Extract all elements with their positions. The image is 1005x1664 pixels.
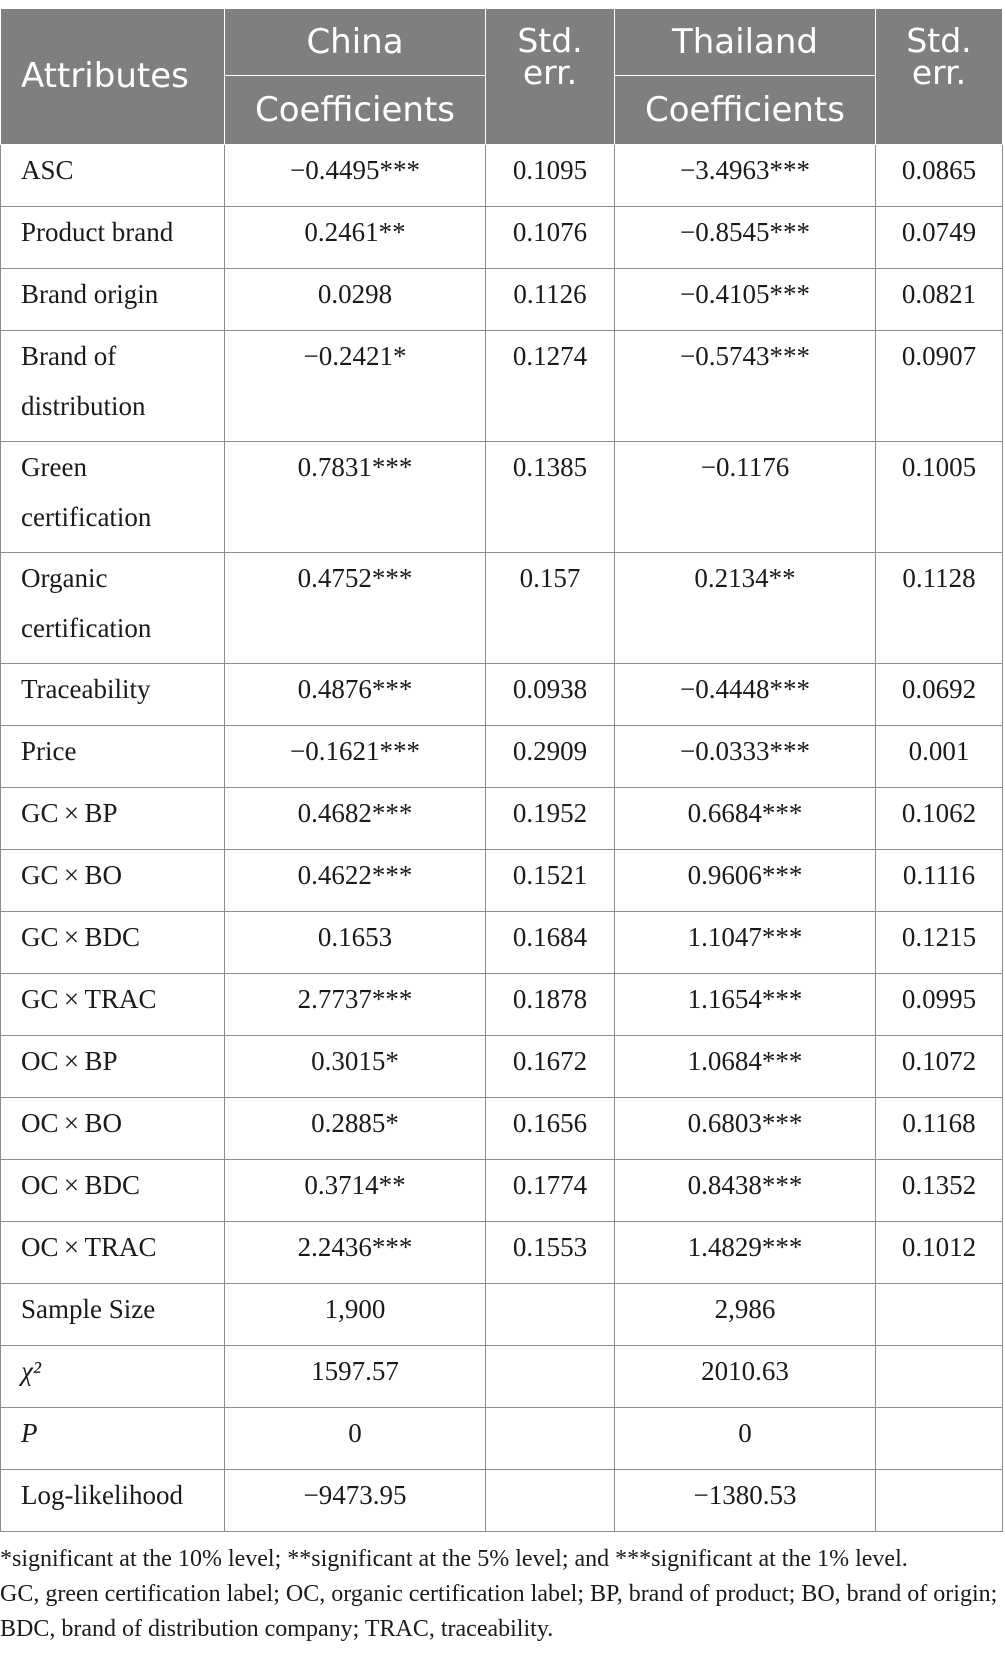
china-coefficient: 0.4622*** [225, 849, 486, 911]
table-row [1, 441, 1003, 552]
china-std-err [486, 1345, 615, 1407]
thailand-coefficient: 1.1654*** [615, 973, 876, 1035]
china-std-err [486, 1407, 615, 1469]
table-row [1, 1097, 1003, 1159]
thailand-std-err: 0.1128 [876, 552, 1003, 663]
table-row [1, 206, 1003, 268]
china-coefficient: 0.4876*** [225, 663, 486, 725]
row-label: P [1, 1407, 225, 1469]
thailand-value: −1380.53 [615, 1469, 876, 1531]
thailand-coefficient: 1.0684*** [615, 1035, 876, 1097]
footnote-abbreviations: GC, green certification label; OC, organic certification label; BP, brand of product; BO, brand of origin; BDC, brand of distribution company; TRAC, traceability. [0, 1581, 998, 1642]
footnote-significance: *significant at the 10% level; **significant at the 5% level; and ***significant at the 1% level. [0, 1546, 908, 1572]
row-label: Traceability [1, 663, 225, 725]
china-coefficient: −0.4495*** [225, 144, 486, 206]
row-label: χ² [1, 1345, 225, 1407]
thailand-std-err: 0.0749 [876, 206, 1003, 268]
thailand-coefficient: −0.1176 [615, 441, 876, 552]
china-std-err: 0.1095 [486, 144, 615, 206]
thailand-coefficient: 0.6803*** [615, 1097, 876, 1159]
china-std-err: 0.1878 [486, 973, 615, 1035]
china-std-err: 0.1952 [486, 787, 615, 849]
results-table-container [0, 8, 1002, 1532]
thailand-std-err: 0.1072 [876, 1035, 1003, 1097]
thailand-std-err: 0.0821 [876, 268, 1003, 330]
row-label: Organic certification [1, 552, 225, 663]
china-std-err [486, 1469, 615, 1531]
table-row [1, 663, 1003, 725]
row-label: ASC [1, 144, 225, 206]
table-row [1, 330, 1003, 441]
header-china: China [225, 9, 486, 76]
china-value: 1597.57 [225, 1345, 486, 1407]
table-row [1, 849, 1003, 911]
thailand-std-err: 0.0995 [876, 973, 1003, 1035]
thailand-std-err: 0.1062 [876, 787, 1003, 849]
thailand-std-err [876, 1345, 1003, 1407]
china-coefficient: 0.2885* [225, 1097, 486, 1159]
china-coefficient: 0.0298 [225, 268, 486, 330]
thailand-std-err: 0.001 [876, 725, 1003, 787]
china-std-err: 0.2909 [486, 725, 615, 787]
china-coefficient: 2.7737*** [225, 973, 486, 1035]
thailand-coefficient: −0.4448*** [615, 663, 876, 725]
china-coefficient: 2.2436*** [225, 1221, 486, 1283]
row-label: GC × TRAC [1, 973, 225, 1035]
thailand-value: 2010.63 [615, 1345, 876, 1407]
thailand-coefficient: 0.6684*** [615, 787, 876, 849]
china-std-err: 0.1521 [486, 849, 615, 911]
thailand-std-err: 0.1116 [876, 849, 1003, 911]
header-china-std-err: Std. err. [486, 9, 615, 145]
china-coefficient: 0.4682*** [225, 787, 486, 849]
thailand-coefficient: −3.4963*** [615, 144, 876, 206]
row-label: GC × BDC [1, 911, 225, 973]
table-row [1, 552, 1003, 663]
row-label: OC × BDC [1, 1159, 225, 1221]
china-std-err: 0.1672 [486, 1035, 615, 1097]
thailand-coefficient: −0.8545*** [615, 206, 876, 268]
china-std-err: 0.1656 [486, 1097, 615, 1159]
china-std-err: 0.1774 [486, 1159, 615, 1221]
china-coefficient: 0.7831*** [225, 441, 486, 552]
china-std-err [486, 1283, 615, 1345]
china-value: 1,900 [225, 1283, 486, 1345]
table-row [1, 973, 1003, 1035]
table-row [1, 911, 1003, 973]
thailand-std-err [876, 1283, 1003, 1345]
row-label: GC × BP [1, 787, 225, 849]
header-thailand-coefficients: Coefficients [615, 75, 876, 144]
row-label: OC × BP [1, 1035, 225, 1097]
china-std-err: 0.1274 [486, 330, 615, 441]
china-std-err: 0.0938 [486, 663, 615, 725]
table-row [1, 1035, 1003, 1097]
table-row [1, 1159, 1003, 1221]
thailand-coefficient: −0.5743*** [615, 330, 876, 441]
thailand-std-err: 0.1168 [876, 1097, 1003, 1159]
table-footnote [0, 1542, 1005, 1647]
row-label: Brand of distribution [1, 330, 225, 441]
row-label: Price [1, 725, 225, 787]
china-coefficient: −0.1621*** [225, 725, 486, 787]
china-std-err: 0.1076 [486, 206, 615, 268]
row-label: Sample Size [1, 1283, 225, 1345]
china-coefficient: 0.3714** [225, 1159, 486, 1221]
thailand-std-err: 0.1352 [876, 1159, 1003, 1221]
china-coefficient: 0.3015* [225, 1035, 486, 1097]
china-std-err: 0.1553 [486, 1221, 615, 1283]
header-attributes: Attributes [1, 9, 225, 145]
china-coefficient: −0.2421* [225, 330, 486, 441]
thailand-std-err: 0.0692 [876, 663, 1003, 725]
thailand-value: 2,986 [615, 1283, 876, 1345]
table-row [1, 268, 1003, 330]
thailand-std-err: 0.0865 [876, 144, 1003, 206]
table-row [1, 1469, 1003, 1531]
table-row [1, 144, 1003, 206]
china-value: −9473.95 [225, 1469, 486, 1531]
table-row [1, 1221, 1003, 1283]
table-row [1, 725, 1003, 787]
china-std-err: 0.157 [486, 552, 615, 663]
thailand-coefficient: 0.2134** [615, 552, 876, 663]
coefficients-table [0, 8, 1003, 1532]
china-coefficient: 0.2461** [225, 206, 486, 268]
row-label: Log-likelihood [1, 1469, 225, 1531]
row-label: Green certification [1, 441, 225, 552]
thailand-coefficient: 0.8438*** [615, 1159, 876, 1221]
china-std-err: 0.1385 [486, 441, 615, 552]
thailand-std-err: 0.1215 [876, 911, 1003, 973]
table-row [1, 1407, 1003, 1469]
row-label: Product brand [1, 206, 225, 268]
thailand-coefficient: −0.4105*** [615, 268, 876, 330]
thailand-coefficient: −0.0333*** [615, 725, 876, 787]
china-std-err: 0.1126 [486, 268, 615, 330]
row-label: OC × TRAC [1, 1221, 225, 1283]
thailand-coefficient: 1.4829*** [615, 1221, 876, 1283]
china-std-err: 0.1684 [486, 911, 615, 973]
table-row [1, 787, 1003, 849]
header-thailand-std-err: Std. err. [876, 9, 1003, 145]
thailand-std-err [876, 1407, 1003, 1469]
row-label: GC × BO [1, 849, 225, 911]
table-header [1, 9, 1003, 145]
thailand-std-err: 0.0907 [876, 330, 1003, 441]
thailand-std-err [876, 1469, 1003, 1531]
row-label: OC × BO [1, 1097, 225, 1159]
table-row [1, 1283, 1003, 1345]
china-coefficient: 0.1653 [225, 911, 486, 973]
thailand-coefficient: 0.9606*** [615, 849, 876, 911]
header-thailand: Thailand [615, 9, 876, 76]
thailand-std-err: 0.1005 [876, 441, 1003, 552]
china-value: 0 [225, 1407, 486, 1469]
thailand-std-err: 0.1012 [876, 1221, 1003, 1283]
row-label: Brand origin [1, 268, 225, 330]
header-china-coefficients: Coefficients [225, 75, 486, 144]
thailand-coefficient: 1.1047*** [615, 911, 876, 973]
table-row [1, 1345, 1003, 1407]
china-coefficient: 0.4752*** [225, 552, 486, 663]
thailand-value: 0 [615, 1407, 876, 1469]
table-body [1, 144, 1003, 1531]
